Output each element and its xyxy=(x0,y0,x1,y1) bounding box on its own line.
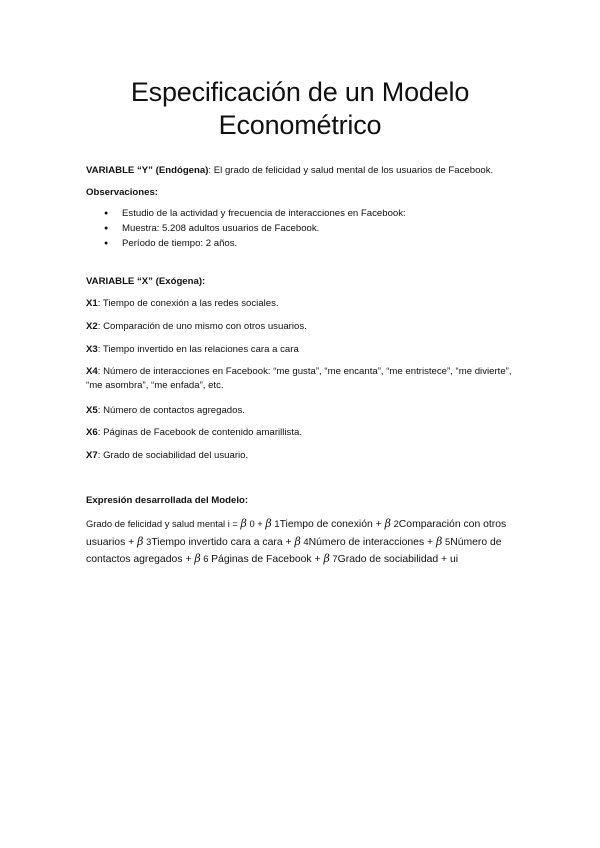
list-item: ● Estudio de la actividad y frecuencia de interacciones en Facebook: xyxy=(86,206,516,221)
variable-code: X1 xyxy=(86,298,98,309)
variable-y-sep: : xyxy=(208,165,212,176)
formula-coef: 6 xyxy=(200,553,212,564)
formula-term: Tiempo invertido cara a cara + xyxy=(151,536,295,548)
formula-coef: 7 xyxy=(329,553,338,564)
variable-x-item xyxy=(86,404,516,418)
beta-symbol: β xyxy=(240,517,247,530)
formula-coef: 3 xyxy=(143,535,152,547)
formula-coef: 4 xyxy=(300,535,309,547)
variable-x-item xyxy=(86,343,516,357)
variable-code: X3 xyxy=(86,344,98,355)
modelo-heading: Expresión desarrollada del Modelo: xyxy=(86,495,249,506)
formula-coef: 5 xyxy=(442,535,451,547)
variable-x-item xyxy=(86,365,516,393)
formula-term: Tiempo de conexión + xyxy=(279,519,385,530)
formula-term: Grado de sociabilidad + ui xyxy=(337,554,459,565)
variable-x-item xyxy=(86,449,516,463)
beta-symbol: β xyxy=(194,552,201,565)
formula-term: Comparación con otros usuarios + xyxy=(86,519,507,548)
formula-term: Páginas de Facebook + xyxy=(211,554,324,565)
variable-code: X4 xyxy=(86,366,98,377)
variable-y-text: El grado de felicidad y salud mental de los usuarios de Facebook. xyxy=(211,165,494,176)
formula-term: Número de contactos agregados + xyxy=(86,536,502,565)
list-item: ● Muestra: 5.208 adultos usuarios de Facebook. xyxy=(86,221,516,236)
variable-code: X5 xyxy=(86,405,98,416)
beta-symbol: β xyxy=(323,552,330,565)
title-line-1: Especificación de un Modelo xyxy=(130,77,470,107)
beta-symbol: β xyxy=(137,534,144,548)
variable-y-label: VARIABLE “Y” (Endógena) xyxy=(86,165,209,176)
variable-text: : Número de contactos agregados. xyxy=(97,405,245,416)
variable-code: X6 xyxy=(86,427,98,438)
variable-text: : Tiempo de conexión a las redes sociales. xyxy=(97,298,279,309)
formula-term: Número de interacciones + xyxy=(308,536,436,548)
beta-symbol: β xyxy=(436,534,443,548)
observaciones-heading: Observaciones: xyxy=(86,187,158,198)
formula-coef: 0 + xyxy=(246,518,266,529)
beta-symbol: β xyxy=(265,517,272,530)
observaciones-list xyxy=(86,206,516,251)
beta-symbol: β xyxy=(294,534,301,548)
variable-x-item xyxy=(86,297,516,311)
variable-code: X2 xyxy=(86,321,98,332)
variable-y-paragraph xyxy=(86,164,516,178)
variable-x-item xyxy=(86,426,516,440)
formula-lhs: Grado de felicidad y salud mental i = xyxy=(86,518,241,529)
variable-code: X7 xyxy=(86,450,98,461)
variable-text: : Grado de sociabilidad del usuario. xyxy=(97,450,249,461)
beta-symbol: β xyxy=(384,517,391,530)
formula-coef: 1 xyxy=(271,518,280,529)
title-line-2: Econométrico xyxy=(218,110,382,140)
document-title xyxy=(0,76,600,142)
formula-coef: 2 xyxy=(390,518,399,529)
variable-text: : Comparación de uno mismo con otros usuarios. xyxy=(97,321,307,332)
model-formula xyxy=(86,516,526,569)
variable-text: : Número de interacciones en Facebook: “me gusta”, “me encanta”, “me entristece”, “me divierte”, “me asombra”, “me enfada”, etc. xyxy=(86,366,512,391)
variable-text: : Páginas de Facebook de contenido amarillista. xyxy=(97,427,303,438)
variable-text: : Tiempo invertido en las relaciones cara a cara xyxy=(97,344,299,355)
variable-x-heading: VARIABLE “X” (Exógena): xyxy=(86,276,206,287)
variable-x-item xyxy=(86,320,516,334)
list-item: ● Período de tiempo: 2 años. xyxy=(86,236,516,251)
